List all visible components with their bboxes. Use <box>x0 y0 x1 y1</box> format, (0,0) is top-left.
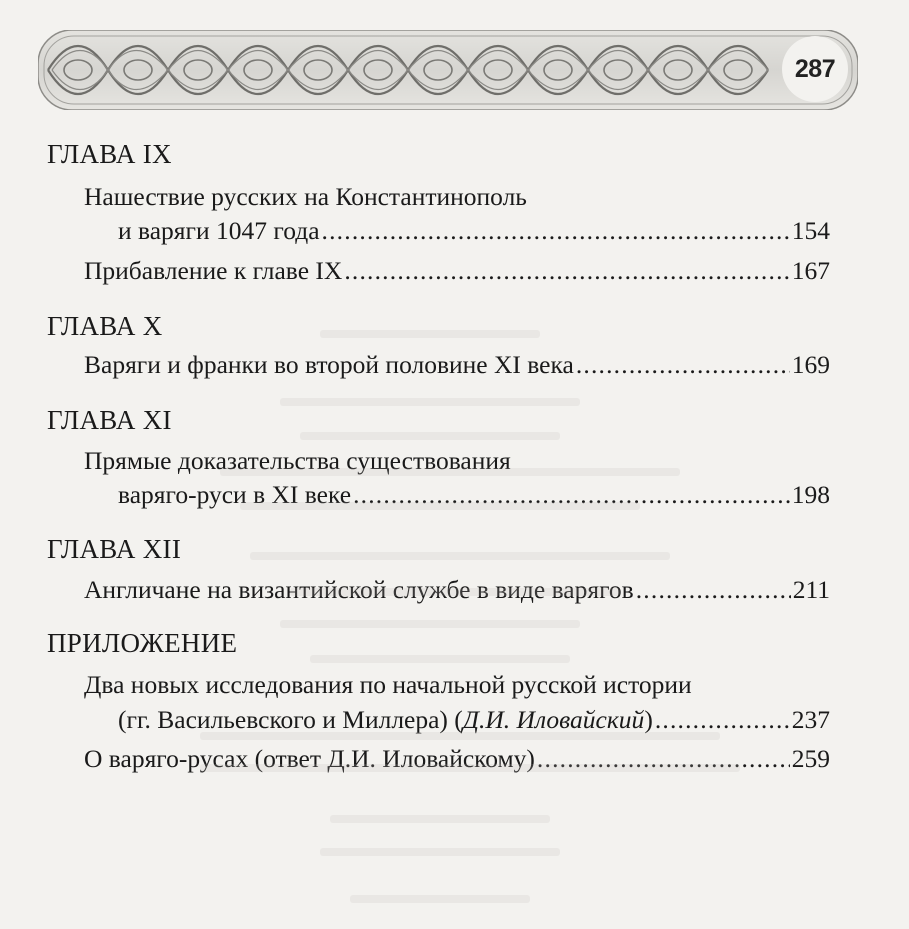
toc-entry-text: варяго-руси в XI веке <box>118 480 352 509</box>
toc-page-number: 211 <box>792 575 830 604</box>
toc-entry[interactable] <box>84 744 830 774</box>
toc-entry-text: О варяго-русах (ответ Д.И. Иловайскому) <box>84 744 535 773</box>
dot-leader <box>537 744 790 774</box>
paper-bleed-through <box>160 320 780 920</box>
chapter-heading: ГЛАВА XII <box>47 534 182 564</box>
toc-entry[interactable] <box>118 480 830 510</box>
toc-entry-text: и варяги 1047 года <box>118 216 320 245</box>
toc-page-number: 198 <box>791 480 830 509</box>
toc-entry-author: Д.И. Иловайский <box>462 705 645 734</box>
chapter-heading: ПРИЛОЖЕНИЕ <box>47 628 238 658</box>
dot-leader <box>636 575 791 605</box>
toc-entry[interactable] <box>84 575 830 605</box>
toc-entry-text: Англичане на византийской службе в виде варягов <box>84 575 634 604</box>
celtic-knot-ornament-icon <box>38 30 858 110</box>
toc-page-number: 237 <box>791 705 830 734</box>
toc-entry-text: Прибавление к главе IX <box>84 256 343 285</box>
toc-entry-text: Варяги и франки во второй половине XI века <box>84 350 574 379</box>
toc-entry[interactable] <box>118 705 830 735</box>
toc-entry-text-close: ) <box>644 705 653 734</box>
dot-leader <box>576 350 790 380</box>
toc-page-number: 169 <box>791 350 830 379</box>
dot-leader <box>322 216 790 246</box>
toc-entry-text: Нашествие русских на Константинополь <box>84 182 527 211</box>
toc-entry[interactable] <box>84 350 830 380</box>
toc-entry-title-line <box>84 182 527 212</box>
dot-leader <box>353 480 790 510</box>
dot-leader <box>344 256 789 286</box>
chapter-heading: ГЛАВА IX <box>47 139 172 169</box>
dot-leader <box>655 705 790 735</box>
toc-entry-text: (гг. Васильевского и Миллера) ( <box>118 705 463 734</box>
toc-entry-title-line <box>84 446 511 476</box>
toc-entry[interactable] <box>118 216 830 246</box>
toc-page-number: 259 <box>791 744 830 773</box>
toc-page-number: 167 <box>791 256 830 285</box>
toc-entry[interactable] <box>84 256 830 286</box>
toc-entry-title-line <box>84 670 692 700</box>
toc-page-number: 154 <box>791 216 830 245</box>
toc-entry-text: Прямые доказательства существования <box>84 446 511 475</box>
page-number: 287 <box>782 36 848 102</box>
chapter-heading: ГЛАВА XI <box>47 405 172 435</box>
chapter-heading: ГЛАВА X <box>47 311 163 341</box>
header-ornament <box>38 30 858 110</box>
toc-entry-text: Два новых исследования по начальной русской истории <box>84 670 692 699</box>
